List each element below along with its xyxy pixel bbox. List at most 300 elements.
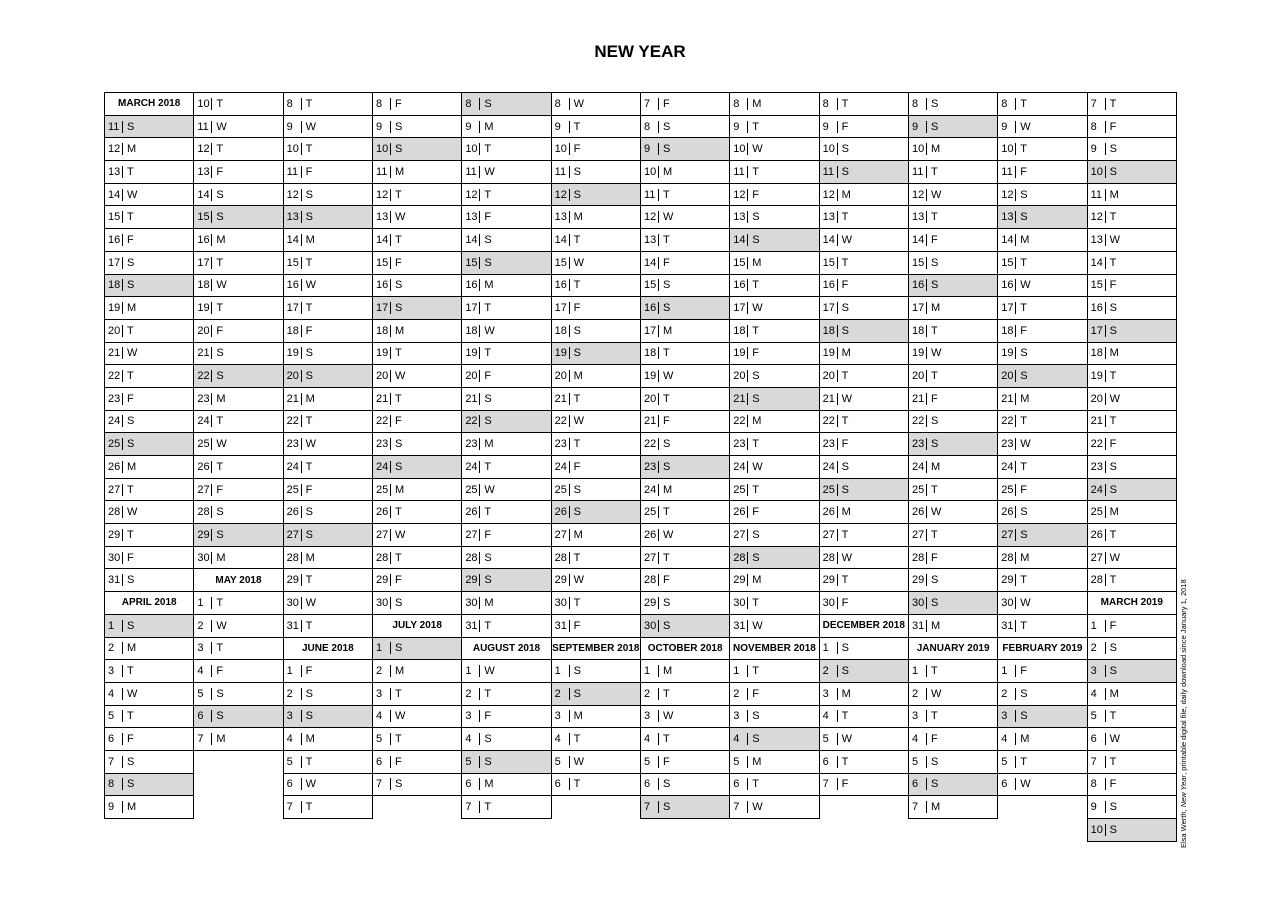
day-cell — [551, 274, 640, 297]
day-cell-content — [194, 393, 282, 405]
empty-cell — [105, 819, 194, 842]
calendar-row — [105, 365, 1177, 388]
day-cell-content — [1088, 461, 1176, 473]
weekday-letter: W — [1020, 778, 1031, 791]
day-number: 24 — [820, 461, 838, 473]
day-cell-content — [730, 415, 818, 427]
day-number: 6 — [462, 778, 480, 790]
day-cell-content — [1088, 98, 1176, 110]
day-cell-content — [373, 552, 461, 564]
weekday-letter: W — [1020, 120, 1031, 133]
day-cell — [1087, 93, 1176, 116]
day-number: 17 — [194, 257, 212, 269]
day-number: 17 — [284, 302, 302, 314]
calendar-row — [105, 682, 1177, 705]
weekday-letter: T — [841, 415, 849, 428]
weekday-letter: T — [1109, 370, 1117, 383]
weekday-letter: F — [305, 165, 313, 178]
day-cell-content — [909, 688, 997, 700]
day-number: 25 — [820, 484, 838, 496]
day-cell — [372, 660, 461, 683]
day-number: 20 — [730, 370, 748, 382]
day-number: 24 — [373, 461, 391, 473]
day-number: 8 — [820, 98, 838, 110]
day-number: 20 — [105, 325, 123, 337]
day-number: 23 — [730, 438, 748, 450]
day-cell — [908, 501, 997, 524]
day-cell-content — [284, 234, 372, 246]
weekday-letter: W — [841, 392, 853, 405]
day-number: 2 — [462, 688, 480, 700]
day-number: 8 — [1088, 778, 1106, 790]
day-number: 24 — [998, 461, 1016, 473]
calendar-row — [105, 819, 1177, 842]
day-cell — [551, 569, 640, 592]
weekday-letter: M — [305, 392, 315, 405]
day-cell — [998, 456, 1087, 479]
day-number: 15 — [194, 211, 212, 223]
day-number: 12 — [373, 189, 391, 201]
day-cell — [283, 796, 372, 819]
day-cell — [105, 705, 194, 728]
day-number: 27 — [998, 529, 1016, 541]
day-cell-content — [373, 211, 461, 223]
weekday-letter: T — [573, 733, 581, 746]
day-cell-content — [909, 529, 997, 541]
day-cell — [194, 93, 283, 116]
calendar-row — [105, 206, 1177, 229]
day-cell-content — [909, 393, 997, 405]
weekday-letter: T — [484, 188, 492, 201]
day-number: 14 — [284, 234, 302, 246]
empty-cell — [998, 796, 1087, 819]
day-number: 29 — [373, 574, 391, 586]
day-cell-content — [373, 166, 461, 178]
day-cell — [283, 161, 372, 184]
day-cell-content — [105, 347, 193, 359]
weekday-letter: T — [1109, 574, 1117, 587]
day-number: 4 — [730, 733, 748, 745]
weekday-letter: S — [484, 551, 492, 564]
weekday-letter: W — [573, 574, 585, 587]
day-cell — [908, 569, 997, 592]
day-cell — [730, 569, 819, 592]
day-cell — [640, 342, 729, 365]
weekday-letter: S — [573, 347, 581, 360]
day-number: 17 — [105, 257, 123, 269]
calendar-row — [105, 501, 1177, 524]
day-cell — [372, 682, 461, 705]
day-cell-content — [820, 166, 908, 178]
day-number: 27 — [730, 529, 748, 541]
day-number: 24 — [105, 415, 123, 427]
weekday-letter: T — [1109, 415, 1117, 428]
day-number: 13 — [462, 211, 480, 223]
day-number: 25 — [909, 484, 927, 496]
day-cell-content — [998, 484, 1086, 496]
day-number: 24 — [641, 484, 659, 496]
day-cell-sunday — [819, 161, 908, 184]
day-cell-content — [462, 121, 550, 133]
day-cell — [283, 274, 372, 297]
day-cell — [819, 206, 908, 229]
day-cell — [551, 728, 640, 751]
day-cell — [908, 682, 997, 705]
day-cell — [283, 138, 372, 161]
weekday-letter: T — [484, 687, 492, 700]
weekday-letter: T — [573, 596, 581, 609]
weekday-letter: S — [484, 574, 492, 587]
weekday-letter: W — [662, 528, 674, 541]
weekday-letter: W — [216, 120, 227, 133]
day-number: 15 — [284, 257, 302, 269]
day-cell-content — [462, 438, 550, 450]
weekday-letter: S — [752, 551, 760, 564]
weekday-letter: S — [1109, 165, 1117, 178]
day-cell — [908, 251, 997, 274]
day-cell — [194, 410, 283, 433]
day-cell-content — [462, 529, 550, 541]
day-cell-content — [820, 143, 908, 155]
day-number: 6 — [373, 756, 391, 768]
weekday-letter: M — [394, 665, 405, 678]
day-number: 2 — [194, 620, 212, 632]
day-number: 13 — [820, 211, 838, 223]
weekday-letter: S — [841, 483, 849, 496]
weekday-letter: S — [216, 528, 224, 541]
weekday-letter: M — [484, 438, 494, 451]
day-cell — [372, 773, 461, 796]
weekday-letter: T — [1020, 302, 1028, 315]
day-cell — [908, 456, 997, 479]
day-cell — [1087, 569, 1176, 592]
day-cell — [551, 206, 640, 229]
day-cell — [998, 501, 1087, 524]
day-cell — [640, 592, 729, 615]
day-cell-sunday — [105, 274, 194, 297]
empty-cell — [730, 819, 819, 842]
day-cell — [105, 365, 194, 388]
day-number: 20 — [194, 325, 212, 337]
day-number: 7 — [909, 801, 927, 813]
weekday-letter: S — [394, 302, 403, 315]
day-cell-content — [998, 302, 1086, 314]
weekday-letter: F — [573, 143, 581, 156]
day-cell — [998, 297, 1087, 320]
day-cell-sunday — [1087, 161, 1176, 184]
day-cell-content — [462, 778, 550, 790]
day-cell — [908, 796, 997, 819]
day-cell-content — [1088, 279, 1176, 291]
weekday-letter: M — [1020, 551, 1030, 564]
day-number: 20 — [641, 393, 659, 405]
weekday-letter: T — [930, 483, 938, 496]
day-cell-content — [552, 688, 640, 700]
day-cell — [283, 342, 372, 365]
day-cell-content — [462, 801, 550, 813]
day-cell-content — [194, 597, 282, 609]
day-number: 19 — [194, 302, 212, 314]
day-number: 24 — [909, 461, 927, 473]
day-number: 11 — [998, 166, 1016, 178]
day-cell-sunday — [998, 365, 1087, 388]
day-cell — [819, 365, 908, 388]
day-cell — [730, 682, 819, 705]
day-cell-content — [641, 484, 729, 496]
weekday-letter: T — [1020, 143, 1028, 156]
day-cell-content — [194, 370, 282, 382]
weekday-letter: S — [127, 415, 135, 428]
day-cell-content — [105, 438, 193, 450]
day-cell — [908, 387, 997, 410]
weekday-letter: F — [394, 574, 402, 587]
day-number: 3 — [998, 710, 1016, 722]
weekday-letter: W — [216, 619, 227, 632]
empty-cell — [194, 796, 283, 819]
day-number: 10 — [284, 143, 302, 155]
day-number: 2 — [552, 688, 570, 700]
weekday-letter: T — [484, 302, 492, 315]
weekday-letter: W — [484, 324, 495, 337]
day-cell-sunday — [998, 524, 1087, 547]
day-number: 28 — [194, 506, 212, 518]
day-cell-content — [909, 756, 997, 768]
day-cell-content — [730, 189, 818, 201]
weekday-letter: M — [662, 324, 673, 337]
day-cell-content — [373, 143, 461, 155]
weekday-letter: T — [752, 596, 760, 609]
day-number: 27 — [194, 484, 212, 496]
day-number: 11 — [462, 166, 480, 178]
day-number: 9 — [552, 121, 570, 133]
day-number: 20 — [909, 370, 927, 382]
day-number: 27 — [105, 484, 123, 496]
day-number: 30 — [194, 552, 212, 564]
weekday-letter: T — [305, 256, 313, 269]
weekday-letter: S — [127, 574, 135, 587]
day-cell — [283, 229, 372, 252]
weekday-letter: S — [305, 687, 313, 700]
day-number: 19 — [998, 347, 1016, 359]
day-number: 14 — [552, 234, 570, 246]
day-number: 7 — [462, 801, 480, 813]
day-cell-content — [641, 189, 729, 201]
day-cell-content — [909, 347, 997, 359]
day-cell — [998, 183, 1087, 206]
day-number: 31 — [552, 620, 570, 632]
day-cell — [105, 410, 194, 433]
day-number: 28 — [909, 552, 927, 564]
day-number: 30 — [641, 620, 659, 632]
weekday-letter: S — [394, 642, 403, 655]
weekday-letter: T — [216, 256, 224, 269]
weekday-letter: M — [841, 188, 851, 201]
day-cell-content — [552, 302, 640, 314]
day-cell-sunday — [462, 410, 551, 433]
weekday-letter: S — [484, 256, 492, 269]
weekday-letter: S — [662, 596, 671, 609]
day-number: 10 — [552, 143, 570, 155]
day-cell — [998, 478, 1087, 501]
day-number: 6 — [820, 756, 838, 768]
day-number: 17 — [1088, 325, 1106, 337]
day-cell-content — [909, 302, 997, 314]
day-cell-content — [998, 370, 1086, 382]
day-cell — [462, 592, 551, 615]
day-cell — [283, 660, 372, 683]
day-number: 22 — [909, 415, 927, 427]
weekday-letter: S — [662, 778, 671, 791]
weekday-letter: S — [573, 188, 581, 201]
weekday-letter: T — [662, 233, 670, 246]
weekday-letter: S — [127, 120, 135, 133]
day-cell-content — [641, 302, 729, 314]
weekday-letter: S — [573, 483, 581, 496]
weekday-letter: W — [573, 755, 585, 768]
day-cell — [819, 115, 908, 138]
day-cell — [551, 93, 640, 116]
day-number: 28 — [641, 574, 659, 586]
weekday-letter: F — [216, 665, 224, 678]
day-cell-sunday — [283, 524, 372, 547]
day-cell-content — [552, 347, 640, 359]
credit-author: Elsa Werth, — [1179, 807, 1188, 848]
day-cell — [730, 319, 819, 342]
day-number: 30 — [373, 597, 391, 609]
day-number: 26 — [462, 506, 480, 518]
day-cell — [194, 682, 283, 705]
weekday-letter: S — [573, 324, 581, 337]
day-cell-sunday — [194, 705, 283, 728]
day-cell — [551, 524, 640, 547]
day-number: 26 — [641, 529, 659, 541]
day-number: 13 — [194, 166, 212, 178]
day-cell-content — [373, 98, 461, 110]
day-cell — [1087, 524, 1176, 547]
weekday-letter: S — [930, 279, 939, 292]
empty-cell — [283, 819, 372, 842]
day-cell-content — [998, 98, 1086, 110]
day-cell-content — [1088, 189, 1176, 201]
day-cell-content — [1088, 257, 1176, 269]
weekday-letter: T — [662, 347, 670, 360]
day-cell-content — [105, 733, 193, 745]
calendar-row — [105, 229, 1177, 252]
weekday-letter: S — [1109, 483, 1117, 496]
day-number: 4 — [105, 688, 123, 700]
weekday-letter: F — [1020, 324, 1028, 337]
weekday-letter: T — [484, 801, 492, 814]
day-cell-content — [820, 688, 908, 700]
day-cell-content — [552, 506, 640, 518]
day-cell-content — [730, 801, 818, 813]
day-cell — [640, 387, 729, 410]
weekday-letter: M — [216, 733, 226, 746]
day-number: 1 — [373, 642, 391, 654]
day-cell — [730, 524, 819, 547]
weekday-letter: M — [930, 619, 941, 632]
weekday-letter: S — [1020, 710, 1028, 723]
weekday-letter: F — [127, 233, 134, 246]
day-number: 17 — [730, 302, 748, 314]
day-number: 3 — [820, 688, 838, 700]
weekday-letter: T — [305, 302, 313, 315]
day-cell-content — [373, 778, 461, 790]
weekday-letter: M — [305, 551, 315, 564]
day-cell — [551, 229, 640, 252]
day-number: 2 — [998, 688, 1016, 700]
calendar-row — [105, 660, 1177, 683]
day-cell-content — [373, 574, 461, 586]
day-cell-content — [1088, 143, 1176, 155]
day-cell — [194, 637, 283, 660]
day-cell-sunday — [819, 478, 908, 501]
day-number: 14 — [909, 234, 927, 246]
day-cell-content — [641, 665, 729, 677]
day-cell — [105, 183, 194, 206]
day-number: 18 — [909, 325, 927, 337]
day-cell — [194, 546, 283, 569]
day-cell-content — [909, 211, 997, 223]
weekday-letter: W — [305, 120, 317, 133]
empty-cell — [194, 750, 283, 773]
day-number: 24 — [284, 461, 302, 473]
day-cell-content — [998, 211, 1086, 223]
day-number: 3 — [284, 710, 302, 722]
day-number: 19 — [730, 347, 748, 359]
day-number: 22 — [462, 415, 480, 427]
day-number: 2 — [820, 665, 838, 677]
day-number: 17 — [909, 302, 927, 314]
day-cell-content — [909, 461, 997, 473]
weekday-letter: M — [573, 211, 583, 224]
day-cell — [194, 297, 283, 320]
day-number: 25 — [1088, 506, 1106, 518]
day-number: 9 — [462, 121, 480, 133]
day-number: 26 — [730, 506, 748, 518]
day-cell — [819, 456, 908, 479]
empty-cell — [372, 796, 461, 819]
day-cell — [194, 501, 283, 524]
day-cell — [730, 501, 819, 524]
day-number: 23 — [462, 438, 480, 450]
weekday-letter: S — [841, 165, 849, 178]
day-cell-content — [1088, 234, 1176, 246]
day-cell — [998, 750, 1087, 773]
day-cell — [998, 410, 1087, 433]
weekday-letter: F — [662, 256, 670, 269]
weekday-letter: T — [930, 370, 938, 383]
weekday-letter: W — [484, 665, 495, 678]
weekday-letter: T — [1109, 710, 1117, 723]
day-cell — [551, 365, 640, 388]
day-cell — [283, 592, 372, 615]
calendar-row — [105, 115, 1177, 138]
weekday-letter: T — [1020, 755, 1028, 768]
day-number: 29 — [105, 529, 123, 541]
day-cell-content — [105, 529, 193, 541]
day-cell — [908, 660, 997, 683]
day-cell-content — [552, 597, 640, 609]
month-header-cell: NOVEMBER 2018 — [730, 637, 819, 660]
weekday-letter: W — [1020, 279, 1031, 292]
day-number: 3 — [194, 642, 212, 654]
day-number: 4 — [641, 733, 659, 745]
day-cell-content — [462, 620, 550, 632]
day-cell-content — [105, 710, 193, 722]
day-number: 9 — [998, 121, 1016, 133]
weekday-letter: W — [127, 188, 138, 201]
